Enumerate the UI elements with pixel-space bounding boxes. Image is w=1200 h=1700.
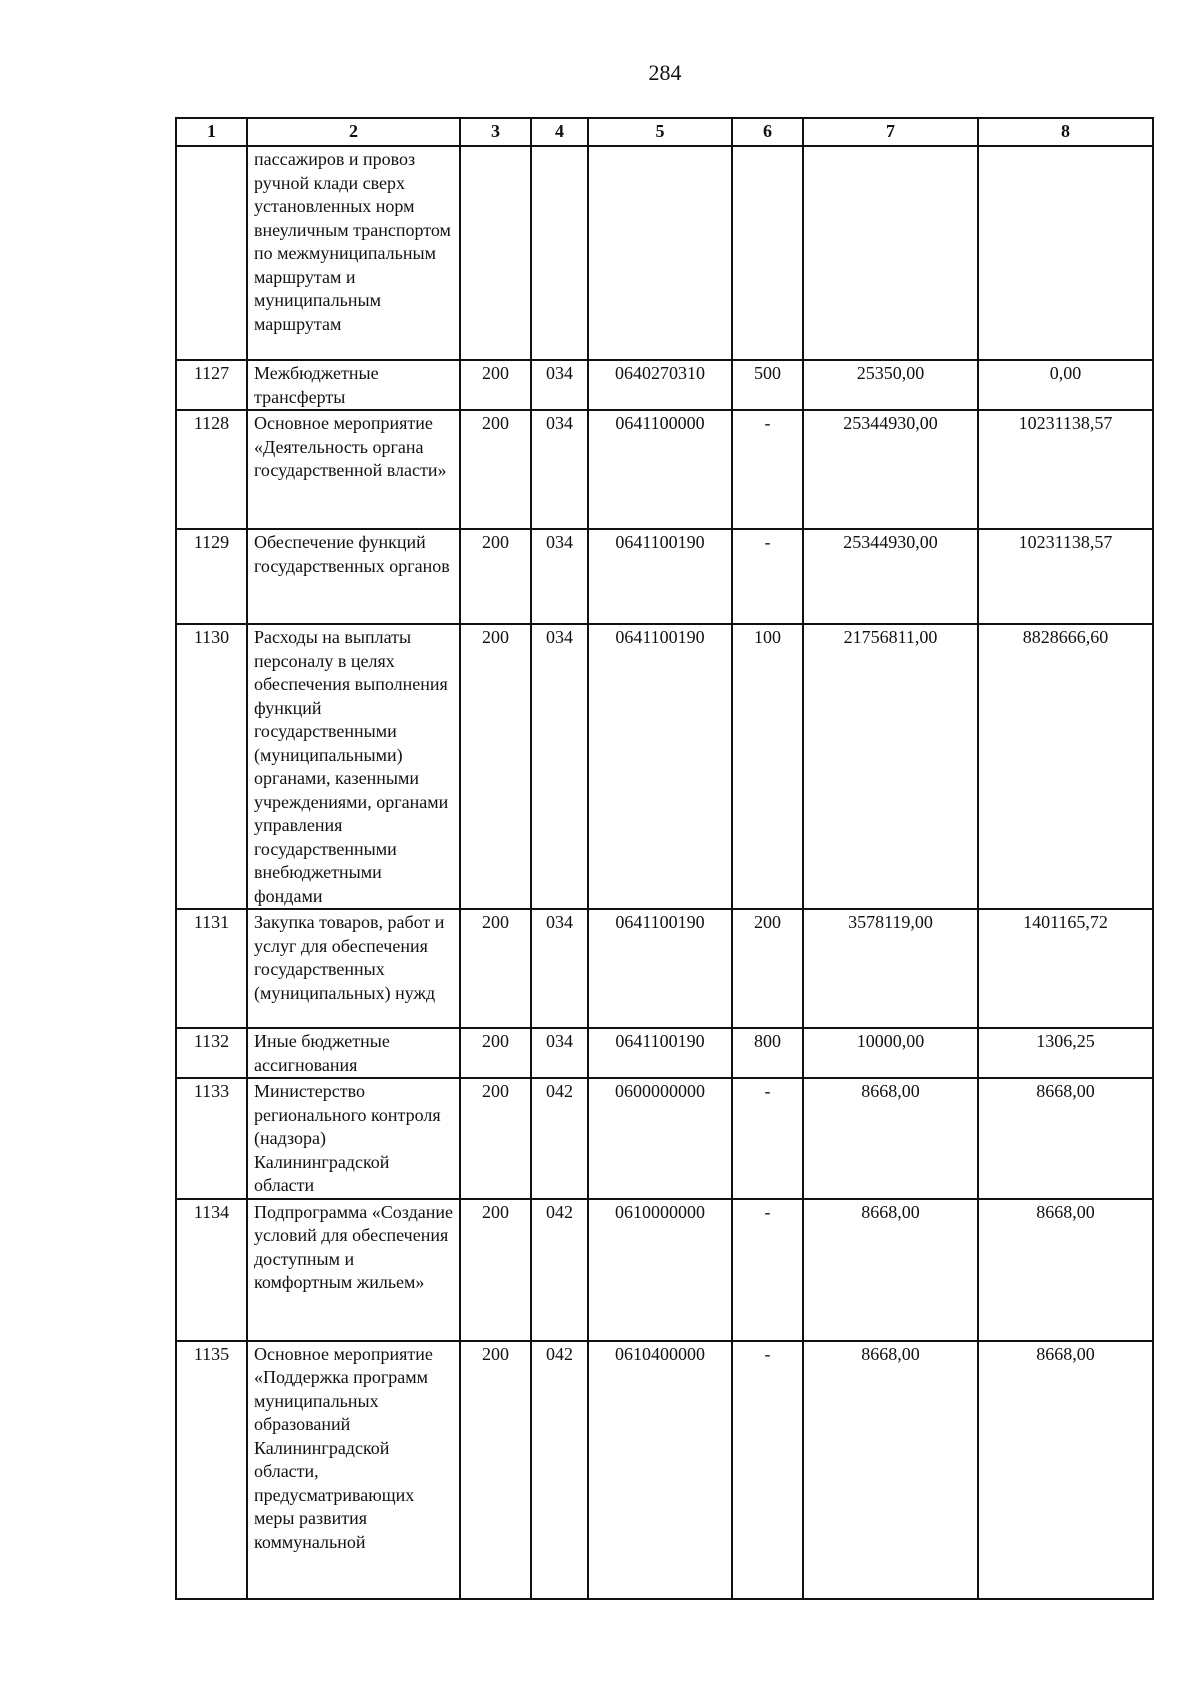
- table-row: [176, 410, 1153, 529]
- cell-col7: 3578119,00: [803, 909, 978, 1028]
- cell-col6: -: [732, 410, 803, 529]
- table-row: [176, 1199, 1153, 1341]
- cell-col4: 034: [531, 909, 588, 1028]
- row-name: Основное мероприятие «Поддержка программ муниципальных образований Калининградской области, предусматривающих меры развития коммунальной: [247, 1341, 460, 1599]
- cell-col6: [732, 146, 803, 360]
- cell-col7: 25344930,00: [803, 410, 978, 529]
- column-header: 6: [732, 118, 803, 146]
- cell-col3: 200: [460, 909, 531, 1028]
- cell-col3: 200: [460, 529, 531, 624]
- cell-col4: [531, 146, 588, 360]
- cell-col8: 1401165,72: [978, 909, 1153, 1028]
- row-number: [176, 146, 247, 360]
- table-row: [176, 360, 1153, 410]
- cell-col5: 0641100190: [588, 909, 732, 1028]
- cell-col5: 0610400000: [588, 1341, 732, 1599]
- cell-col3: 200: [460, 410, 531, 529]
- cell-col3: [460, 146, 531, 360]
- cell-col8: 8668,00: [978, 1199, 1153, 1341]
- cell-col3: 200: [460, 1078, 531, 1199]
- cell-col4: 034: [531, 410, 588, 529]
- cell-col5: [588, 146, 732, 360]
- table-row: [176, 146, 1153, 360]
- row-name: Межбюджетные трансферты: [247, 360, 460, 410]
- row-number: 1133: [176, 1078, 247, 1199]
- cell-col8: 10231138,57: [978, 410, 1153, 529]
- cell-col4: 034: [531, 360, 588, 410]
- cell-col7: [803, 146, 978, 360]
- cell-col4: 034: [531, 624, 588, 909]
- cell-col5: 0641100190: [588, 1028, 732, 1078]
- cell-col7: 25344930,00: [803, 529, 978, 624]
- row-number: 1127: [176, 360, 247, 410]
- table-row: [176, 624, 1153, 909]
- cell-col4: 034: [531, 529, 588, 624]
- column-header: 4: [531, 118, 588, 146]
- table-row: [176, 1078, 1153, 1199]
- cell-col3: 200: [460, 1199, 531, 1341]
- column-header: 5: [588, 118, 732, 146]
- column-header: 7: [803, 118, 978, 146]
- table-row: [176, 1341, 1153, 1599]
- column-header: 1: [176, 118, 247, 146]
- cell-col6: 100: [732, 624, 803, 909]
- row-number: 1131: [176, 909, 247, 1028]
- row-number: 1132: [176, 1028, 247, 1078]
- table-header-row: [176, 118, 1153, 146]
- row-number: 1128: [176, 410, 247, 529]
- cell-col8: 8828666,60: [978, 624, 1153, 909]
- row-name: пассажиров и провоз ручной клади сверх установленных норм внеуличным транспортом по межмуниципальным маршрутам и муниципальным маршрутам: [247, 146, 460, 360]
- cell-col7: 10000,00: [803, 1028, 978, 1078]
- cell-col6: 500: [732, 360, 803, 410]
- page-number: 284: [648, 60, 682, 85]
- cell-col7: 8668,00: [803, 1078, 978, 1199]
- cell-col8: [978, 146, 1153, 360]
- cell-col5: 0641100190: [588, 624, 732, 909]
- table-row: [176, 1028, 1153, 1078]
- cell-col3: 200: [460, 360, 531, 410]
- cell-col5: 0600000000: [588, 1078, 732, 1199]
- cell-col6: -: [732, 1078, 803, 1199]
- cell-col8: 1306,25: [978, 1028, 1153, 1078]
- cell-col5: 0641100190: [588, 529, 732, 624]
- budget-table: [175, 117, 1154, 1600]
- cell-col6: -: [732, 1341, 803, 1599]
- row-number: 1129: [176, 529, 247, 624]
- column-header: 2: [247, 118, 460, 146]
- table-row: [176, 909, 1153, 1028]
- row-number: 1130: [176, 624, 247, 909]
- row-name: Министерство регионального контроля (надзора) Калининградской области: [247, 1078, 460, 1199]
- cell-col3: 200: [460, 1028, 531, 1078]
- row-name: Расходы на выплаты персоналу в целях обеспечения выполнения функций государственными (муниципальными) органами, казенными учреждениями, органами управления государственными внебюджетными фондами: [247, 624, 460, 909]
- row-number: 1135: [176, 1341, 247, 1599]
- cell-col3: 200: [460, 624, 531, 909]
- row-name: Основное мероприятие «Деятельность органа государственной власти»: [247, 410, 460, 529]
- cell-col8: 8668,00: [978, 1341, 1153, 1599]
- cell-col3: 200: [460, 1341, 531, 1599]
- cell-col6: -: [732, 529, 803, 624]
- table-row: [176, 529, 1153, 624]
- cell-col6: 200: [732, 909, 803, 1028]
- row-name: Подпрограмма «Создание условий для обеспечения доступным и комфортным жильем»: [247, 1199, 460, 1341]
- cell-col8: 0,00: [978, 360, 1153, 410]
- cell-col8: 8668,00: [978, 1078, 1153, 1199]
- cell-col4: 034: [531, 1028, 588, 1078]
- cell-col6: -: [732, 1199, 803, 1341]
- row-name: Закупка товаров, работ и услуг для обеспечения государственных (муниципальных) нужд: [247, 909, 460, 1028]
- cell-col4: 042: [531, 1078, 588, 1199]
- cell-col6: 800: [732, 1028, 803, 1078]
- cell-col8: 10231138,57: [978, 529, 1153, 624]
- row-name: Иные бюджетные ассигнования: [247, 1028, 460, 1078]
- row-name: Обеспечение функций государственных органов: [247, 529, 460, 624]
- cell-col5: 0640270310: [588, 360, 732, 410]
- cell-col4: 042: [531, 1199, 588, 1341]
- column-header: 8: [978, 118, 1153, 146]
- cell-col7: 8668,00: [803, 1341, 978, 1599]
- cell-col5: 0641100000: [588, 410, 732, 529]
- cell-col7: 8668,00: [803, 1199, 978, 1341]
- cell-col5: 0610000000: [588, 1199, 732, 1341]
- row-number: 1134: [176, 1199, 247, 1341]
- cell-col7: 25350,00: [803, 360, 978, 410]
- cell-col7: 21756811,00: [803, 624, 978, 909]
- column-header: 3: [460, 118, 531, 146]
- cell-col4: 042: [531, 1341, 588, 1599]
